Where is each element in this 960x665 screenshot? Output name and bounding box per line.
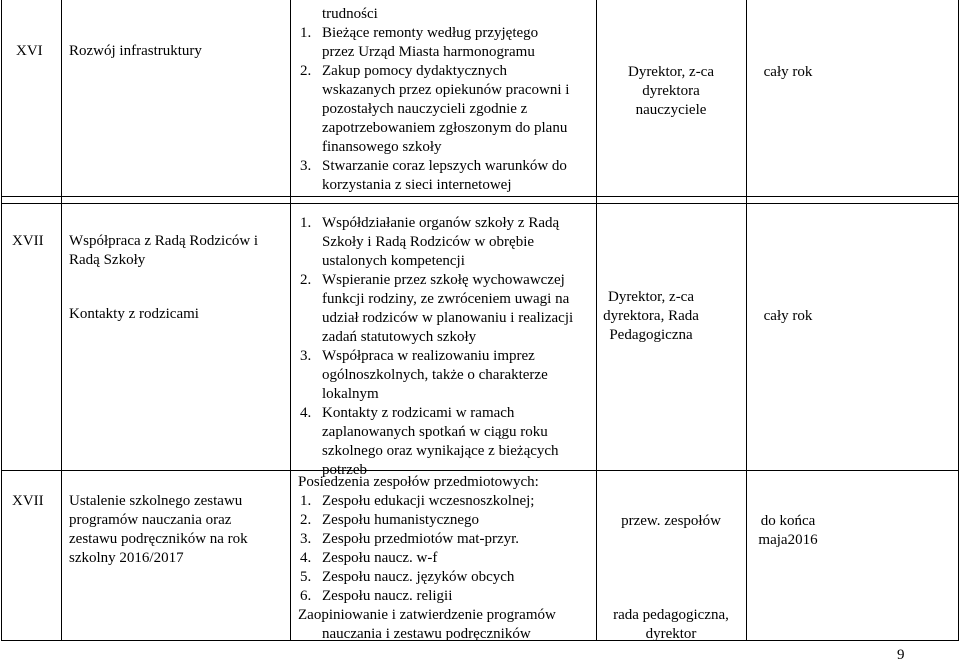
task-heading: Posiedzenia zespołów przedmiotowych: [298,474,539,490]
area-text: Ustalenie szkolnego zestawu [69,493,243,509]
area-text: szkolny 2016/2017 [69,550,184,566]
table-border-left [1,0,2,641]
task-line: potrzeb [322,462,367,478]
area-text: Rozwój infrastruktury [69,43,202,59]
task-line: przez Urząd Miasta harmonogramu [322,44,535,60]
task-line: zapotrzebowaniem zgłoszonym do planu [322,120,568,136]
task-line: finansowego szkoły [322,139,442,155]
task-line: Kontakty z rodzicami w ramach [322,405,515,421]
task-line: wskazanych przez opiekunów pracowni i [322,82,570,98]
page-number: 9 [897,647,905,663]
task-number: 1. [300,493,312,509]
task-line: Zespołu naucz. religii [322,588,453,604]
task-line: zadań statutowych szkoły [322,329,477,345]
task-line: udział rodziców w planowaniu i realizacji [322,310,574,326]
row-number: XVII [12,493,44,509]
task-footer: Zaopiniowanie i zatwierdzenie programów [298,607,556,623]
task-line: Zespołu przedmiotów mat-przyr. [322,531,520,547]
responsible-text: rada pedagogiczna, [613,607,729,623]
task-number: 5. [300,569,312,585]
task-number: 6. [300,588,312,604]
task-line: Bieżące remonty według przyjętego [322,25,539,41]
task-line: pozostałych nauczycieli zgodnie z [322,101,528,117]
area-text: Radą Szkoły [69,252,146,268]
deadline-text: do końca [760,513,816,529]
column-divider [290,0,291,641]
responsible-text: dyrektora, Rada [603,308,699,324]
task-number: 3. [300,158,312,174]
task-number: 2. [300,512,312,528]
task-line: Zespołu naucz. w-f [322,550,438,566]
responsible-text: Dyrektor, z-ca [627,64,714,80]
task-number: 3. [300,531,312,547]
responsible-text: dyrektor [645,626,697,642]
row-number: XVII [12,233,44,249]
task-line: ogólnoszkolnych, także o charakterze [322,367,548,383]
task-line: korzystania z sieci internetowej [322,177,512,193]
column-divider [61,0,62,641]
task-line: Wspieranie przez szkołę wychowawczej [322,272,565,288]
deadline-text: cały rok [763,64,813,80]
deadline-text: maja2016 [758,532,818,548]
task-line: Stwarzanie coraz lepszych warunków do [322,158,567,174]
area-text: zestawu podręczników na rok [69,531,248,547]
task-line: trudności [322,6,378,22]
task-line: Zespołu naucz. języków obcych [322,569,515,585]
responsible-text: przew. zespołów [621,513,721,529]
table-border-right [958,0,959,641]
task-number: 4. [300,550,312,566]
task-line: Współdziałanie organów szkoły z Radą [322,215,560,231]
task-line: Współpraca w realizowaniu imprez [322,348,535,364]
area-text: Współpraca z Radą Rodziców i [69,233,259,249]
row-divider [1,470,959,471]
responsible-text: nauczyciele [635,102,707,118]
responsible-text: dyrektora [642,83,700,99]
task-line: funkcji rodziny, ze zwróceniem uwagi na [322,291,570,307]
task-number: 2. [300,63,312,79]
row-divider [1,203,959,204]
task-line: Szkoły i Radą Rodziców w obrębie [322,234,535,250]
area-text: programów nauczania oraz [69,512,232,528]
task-line: ustalonych kompetencji [322,253,465,269]
task-line: Zespołu edukacji wczesnoszkolnej; [322,493,535,509]
task-number: 1. [300,25,312,41]
row-number: XVI [16,43,43,59]
row-divider [1,196,959,197]
task-footer: nauczania i zestawu podręczników [322,626,531,642]
area-text: Kontakty z rodzicami [69,306,199,322]
task-line: lokalnym [322,386,379,402]
task-line: zaplanowanych spotkań w ciągu roku [322,424,548,440]
task-number: 1. [300,215,312,231]
task-number: 3. [300,348,312,364]
task-number: 4. [300,405,312,421]
responsible-text: Dyrektor, z-ca [607,289,694,305]
task-line: Zakup pomocy dydaktycznych [322,63,507,79]
responsible-text: Pedagogiczna [609,327,693,343]
task-line: szkolnego oraz wynikające z bieżących [322,443,559,459]
task-line: Zespołu humanistycznego [322,512,480,528]
task-number: 2. [300,272,312,288]
deadline-text: cały rok [763,308,813,324]
